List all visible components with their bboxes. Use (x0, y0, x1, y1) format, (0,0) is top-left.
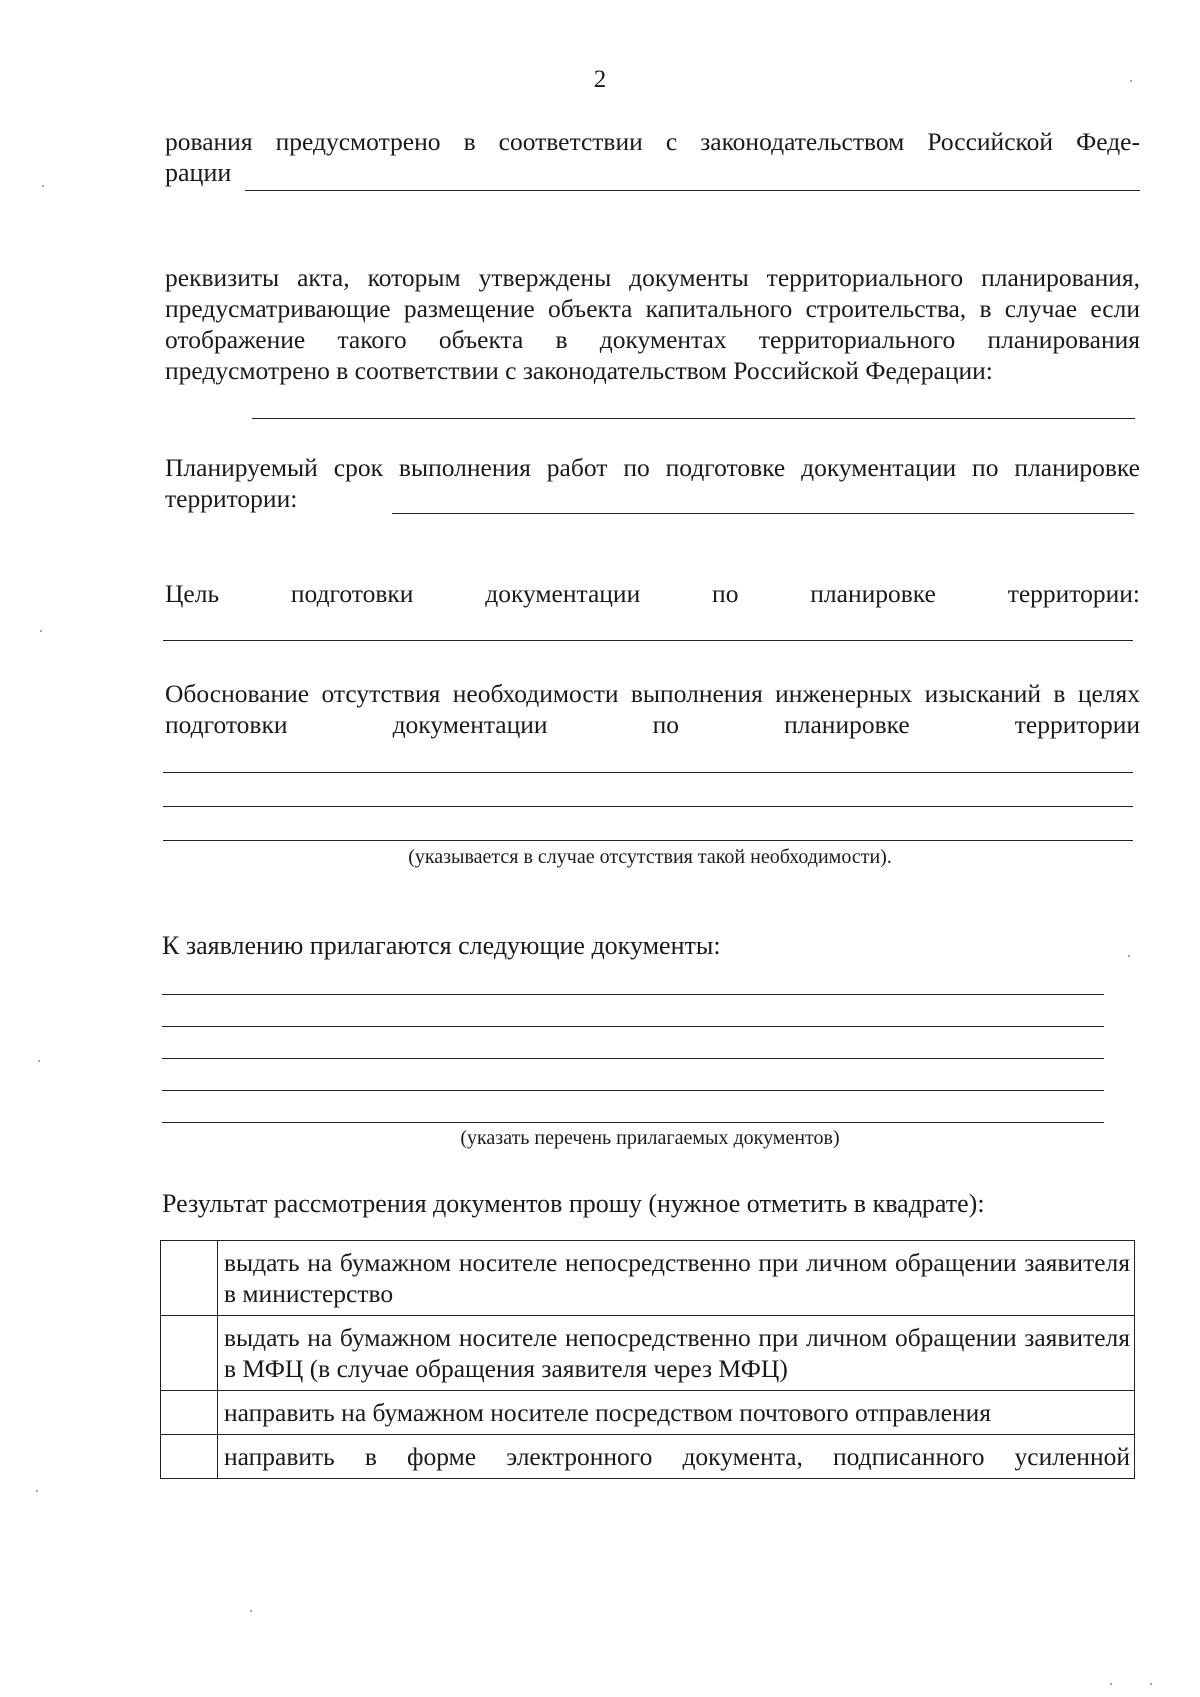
scan-speck (36, 1490, 38, 1492)
option-row (161, 1391, 1135, 1435)
option-checkbox-post[interactable] (161, 1391, 218, 1435)
para-no-survey-justification-text: Обоснование отсутствия необходимости выполнения инженерных изысканий в целях подготовки документации по планировке территории (165, 679, 1140, 739)
scan-speck (1110, 1683, 1112, 1685)
scan-speck (42, 185, 44, 187)
para-purpose (165, 578, 1140, 609)
para-purpose-text: Цель подготовки документации по планировке территории: (165, 579, 1140, 608)
fill-line-attach-1[interactable] (162, 994, 1104, 995)
fill-line-para5-2[interactable] (163, 806, 1133, 807)
scan-speck (40, 630, 42, 632)
fill-line-attach-5[interactable] (162, 1122, 1104, 1123)
fill-line-attach-3[interactable] (162, 1058, 1104, 1059)
option-label: выдать на бумажном носителе непосредственно при личном обращении заявителя в МФЦ (в случае обращения заявителя через МФЦ) (218, 1316, 1135, 1391)
fill-line-para3[interactable] (392, 513, 1134, 514)
para-territorial-planning-act (165, 262, 1140, 386)
fill-line-para4[interactable] (163, 640, 1133, 641)
page-number: 2 (593, 66, 607, 93)
attachments-heading: К заявлению прилагаются следующие документы: (162, 931, 721, 960)
fill-line-para5-1[interactable] (163, 772, 1133, 773)
option-checkbox-electronic[interactable] (161, 1435, 218, 1479)
fill-line-attach-2[interactable] (162, 1026, 1104, 1027)
caption-attachments: (указать перечень прилагаемых документов) (460, 1127, 840, 1149)
para-no-survey-justification (165, 678, 1140, 740)
option-label: выдать на бумажном носителе непосредственно при личном обращении заявителя в министерство (218, 1241, 1135, 1316)
option-row (161, 1435, 1135, 1479)
para-continuation-line1: рования предусмотрено в соответствии с законодательством Российской Феде- (165, 127, 1140, 156)
fill-line-attach-4[interactable] (162, 1090, 1104, 1091)
caption-no-survey: (указывается в случае отсутствия такой необходимости). (408, 846, 892, 868)
option-checkbox-ministry[interactable] (161, 1241, 218, 1316)
scan-speck (1130, 80, 1132, 82)
para-planned-term (165, 452, 1140, 514)
scan-speck (250, 1610, 252, 1612)
option-row (161, 1241, 1135, 1316)
fill-line-para5-3[interactable] (163, 840, 1133, 841)
para-planned-term-text: Планируемый срок выполнения работ по подготовке документации по планировке территории: (165, 453, 1140, 513)
option-row (161, 1316, 1135, 1391)
para-continuation-line2: рации (165, 158, 232, 187)
option-label: направить в форме электронного документа, подписанного усиленной (218, 1435, 1135, 1479)
fill-line-para2[interactable] (252, 418, 1135, 419)
fill-line-para1[interactable] (245, 190, 1140, 191)
result-options-table (160, 1240, 1135, 1479)
scan-speck (1150, 1683, 1152, 1685)
scan-speck (1128, 955, 1130, 957)
para-territorial-planning-act-text: реквизиты акта, которым утверждены документы территориального планирования, предусматривающие размещение объекта капитального строительства, в случае если отображение такого объекта в документах территориального планирования предусмотрено в соответствии с законодательством Российской Федерации: (165, 263, 1140, 385)
option-label: направить на бумажном носителе посредством почтового отправления (218, 1391, 1135, 1435)
option-checkbox-mfc[interactable] (161, 1316, 218, 1391)
scan-speck (38, 1060, 40, 1062)
result-heading: Результат рассмотрения документов прошу (нужное отметить в квадрате): (162, 1189, 985, 1218)
